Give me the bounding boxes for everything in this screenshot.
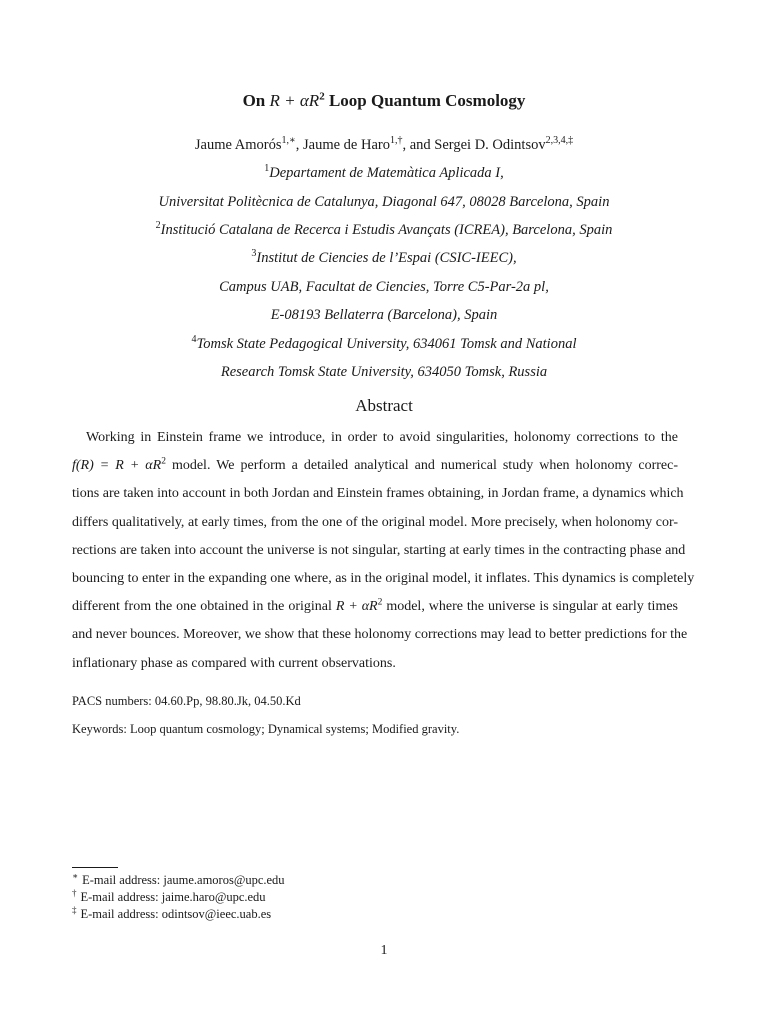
affiliation-line: Research Tomsk State University, 634050 Tomsk, Russia xyxy=(220,364,548,380)
inline-formula: f(R) = R + αR xyxy=(72,458,162,474)
affiliation-line: $^3$Institut de Ciencies de l’Espai (CSIC-IEEC), xyxy=(251,248,517,266)
abstract-line: Working in Einstein frame we introduce, in order to avoid singularities, holonomy corrections to the xyxy=(86,430,678,445)
affiliation-number: 2 xyxy=(155,220,161,232)
affiliation-number: 3 xyxy=(251,248,257,260)
author-name: Jaume Amorós xyxy=(194,137,282,153)
pacs-numbers: PACS numbers: 04.60.Pp, 98.80.Jk, 04.50.Kd xyxy=(72,694,301,708)
affiliation-line: Universitat Politècnica de Catalunya, Diagonal 647, 08028 Barcelona, Spain xyxy=(158,194,610,210)
inline-formula: R + αR xyxy=(335,599,378,615)
abstract-line: differs qualitatively, at early times, from the one of the original model. More precisely, when holonomy cor- xyxy=(72,514,678,530)
keywords: Keywords: Loop quantum cosmology; Dynamical systems; Modified gravity. xyxy=(72,722,460,736)
footnote-mark: ‡ xyxy=(72,904,77,915)
footnote-rule xyxy=(72,867,118,868)
author-superscript: 2,3,4,‡ xyxy=(545,135,574,147)
abstract-line: tions are taken into account in both Jordan and Einstein frames obtaining, in Jordan frame, a dynamics which xyxy=(72,486,684,502)
abstract-line: inflationary phase as compared with current observations. xyxy=(72,655,396,671)
footnote-mark: ∗ xyxy=(72,870,79,881)
abstract-line: bouncing to enter in the expanding one where, as in the original model, it inflates. This dynamics is completely xyxy=(72,571,695,587)
abstract-line: rections are taken into account the universe is not singular, starting at early times in the contracting phase and xyxy=(72,542,686,558)
footnote-email: ∗ E-mail address: jaume.amoros@upc.edu xyxy=(72,870,285,887)
abstract-line: different from the one obtained in the original $R + \alpha R^2$ model, where the universe is singular at early times xyxy=(72,597,678,615)
paper-title xyxy=(0,89,768,113)
affiliation-line: Campus UAB, Facultat de Ciencies, Torre C5-Par-2a pl, xyxy=(219,279,549,295)
affiliation-line: $^1$Departament de Matemàtica Aplicada I, xyxy=(264,163,504,181)
title-formula: R + αR xyxy=(269,91,320,110)
affiliation-number: 1 xyxy=(264,163,270,175)
abstract-heading: Abstract xyxy=(355,396,413,415)
title-formula-exponent: 2 xyxy=(319,90,325,103)
author-list: Jaume Amorós$^{1,∗}$, Jaume de Haro$^{1,\dagger}$, and Sergei D. Odintsov$^{2,3,4,\ddagger}$ xyxy=(194,135,574,153)
affiliation-line: $^2$Institució Catalana de Recerca i Estudis Avançats (ICREA), Barcelona, Spain xyxy=(155,220,613,238)
affiliation-line: E-08193 Bellaterra (Barcelona), Spain xyxy=(270,307,498,323)
footnote-email: † E-mail address: jaime.haro@upc.edu xyxy=(72,887,266,904)
author-name: Sergei D. Odintsov xyxy=(434,137,546,153)
abstract-line: $f(R) = R + \alpha R^2$ model. We perform a detailed analytical and numerical study when holonomy correc- xyxy=(72,456,678,474)
author-name: Jaume de Haro xyxy=(303,137,390,153)
author-superscript: 1,† xyxy=(389,135,403,147)
footnote-email: ‡ E-mail address: odintsov@ieec.uab.es xyxy=(72,904,272,921)
affiliation-line: $^4$Tomsk State Pedagogical University, 634061 Tomsk and National xyxy=(191,334,577,352)
abstract-line: and never bounces. Moreover, we show that these holonomy corrections may lead to better predictions for the xyxy=(72,627,688,643)
footnote-mark: † xyxy=(72,887,77,898)
title-prefix: On xyxy=(242,91,266,110)
author-superscript: 1,∗ xyxy=(281,135,296,147)
abstract-body xyxy=(72,424,695,678)
page-number: 1 xyxy=(380,943,388,958)
affiliation-number: 4 xyxy=(191,334,197,346)
title-suffix: Loop Quantum Cosmology xyxy=(328,91,526,110)
